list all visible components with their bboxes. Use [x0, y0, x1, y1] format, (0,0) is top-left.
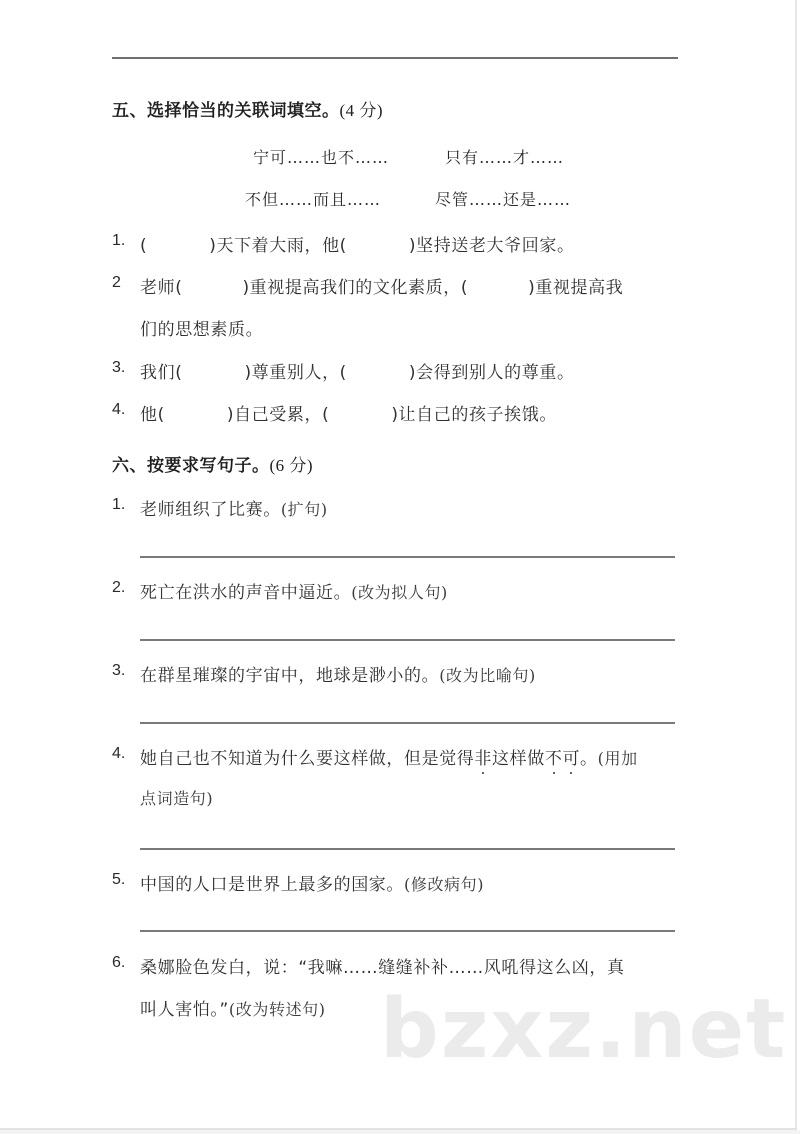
prompt-text: 中国的人口是世界上最多的国家。	[140, 875, 404, 895]
answer-line[interactable]	[140, 848, 675, 850]
prompt-text: 叫人害怕。”	[140, 1000, 229, 1020]
text-segment: )天下着大雨，他(	[209, 236, 347, 256]
prompt-text: 老师组织了比赛。	[140, 500, 281, 520]
text-segment: 我们(	[140, 363, 183, 383]
answer-line[interactable]	[140, 639, 675, 641]
text-segment: (	[140, 236, 148, 256]
item-number: 6.	[112, 954, 126, 971]
word-bank-item: 只有……才……	[445, 148, 565, 167]
instruction-note: (用加	[597, 749, 638, 768]
item-number: 3.	[112, 662, 126, 679]
emphasis-dot-char: 不	[545, 744, 563, 769]
section-title: 五、选择恰当的关联词填空。	[112, 101, 340, 121]
answer-line[interactable]	[140, 930, 675, 932]
instruction-note: (扩句)	[280, 500, 328, 519]
emphasis-dot-char: 可	[562, 744, 580, 769]
item-continuation	[140, 786, 213, 809]
answer-line[interactable]	[140, 722, 675, 724]
header-divider	[112, 57, 678, 59]
fill-blank-item-4	[140, 400, 557, 425]
item-number: 1.	[112, 496, 126, 513]
prompt-text: 这样做	[492, 749, 545, 769]
text-segment: )会得到别人的尊重。	[408, 363, 575, 383]
item-number: 5.	[112, 871, 126, 888]
text-segment: )重视提高我们的文化素质，(	[242, 278, 469, 298]
text-segment: )坚持送老大爷回家。	[408, 236, 575, 256]
prompt-text: 她自己也不知道为什么要这样做，但是觉得	[140, 749, 475, 769]
fill-blank-item-3	[140, 358, 575, 383]
answer-line[interactable]	[140, 556, 675, 558]
text-segment: )重视提高我	[528, 278, 624, 298]
rewrite-item-6: 桑娜脸色发白，说：“我嘛……缝缝补补……风吼得这么凶，真	[140, 958, 625, 978]
instruction-note: (改为拟人句)	[351, 583, 448, 602]
fill-blank-item-2	[140, 273, 623, 298]
instruction-note: 点词造句)	[140, 789, 214, 808]
item-number: 4.	[112, 745, 126, 762]
section-points: (6 分)	[269, 456, 314, 475]
word-bank-item: 宁可……也不……	[253, 148, 390, 167]
instruction-note: (改为转述句)	[228, 1000, 326, 1019]
text-segment: 老师(	[140, 278, 183, 298]
instruction-note: (改为比喻句)	[439, 666, 536, 685]
section-points: (4 分)	[339, 101, 384, 120]
item-continuation: 们的思想素质。	[140, 320, 264, 340]
item-number: 1.	[112, 232, 126, 249]
item-number: 3.	[112, 359, 126, 376]
rewrite-item-4	[140, 744, 638, 769]
item-number: 2	[112, 274, 121, 291]
text-segment: 他(	[140, 405, 165, 425]
item-continuation	[140, 995, 326, 1020]
text-segment: )让自己的孩子挨饿。	[391, 405, 557, 425]
section-title: 六、按要求写句子。	[112, 456, 270, 476]
section-5-heading	[112, 96, 383, 121]
page-edge	[795, 0, 797, 1128]
text-segment: )尊重别人，(	[244, 363, 347, 383]
word-bank-item: 尽管……还是……	[435, 190, 572, 209]
prompt-text: 在群星璀璨的宇宙中，地球是渺小的。	[140, 666, 440, 686]
fill-blank-item-1	[140, 231, 575, 256]
emphasis-dot-char: 非	[474, 744, 492, 769]
text-segment: )自己受累，(	[226, 405, 330, 425]
prompt-text: 。	[580, 749, 598, 769]
page-background	[0, 1130, 800, 1134]
rewrite-item-3	[140, 661, 536, 686]
rewrite-item-1	[140, 495, 328, 520]
prompt-text: 死亡在洪水的声音中逼近。	[140, 583, 352, 603]
watermark: bzxz.net	[380, 982, 788, 1077]
word-bank-item: 不但……而且……	[245, 190, 382, 209]
rewrite-item-2	[140, 578, 448, 603]
rewrite-item-5	[140, 870, 484, 895]
item-number: 2.	[112, 579, 126, 596]
item-number: 4.	[112, 401, 126, 418]
instruction-note: (修改病句)	[404, 875, 485, 894]
section-6-heading	[112, 451, 313, 476]
